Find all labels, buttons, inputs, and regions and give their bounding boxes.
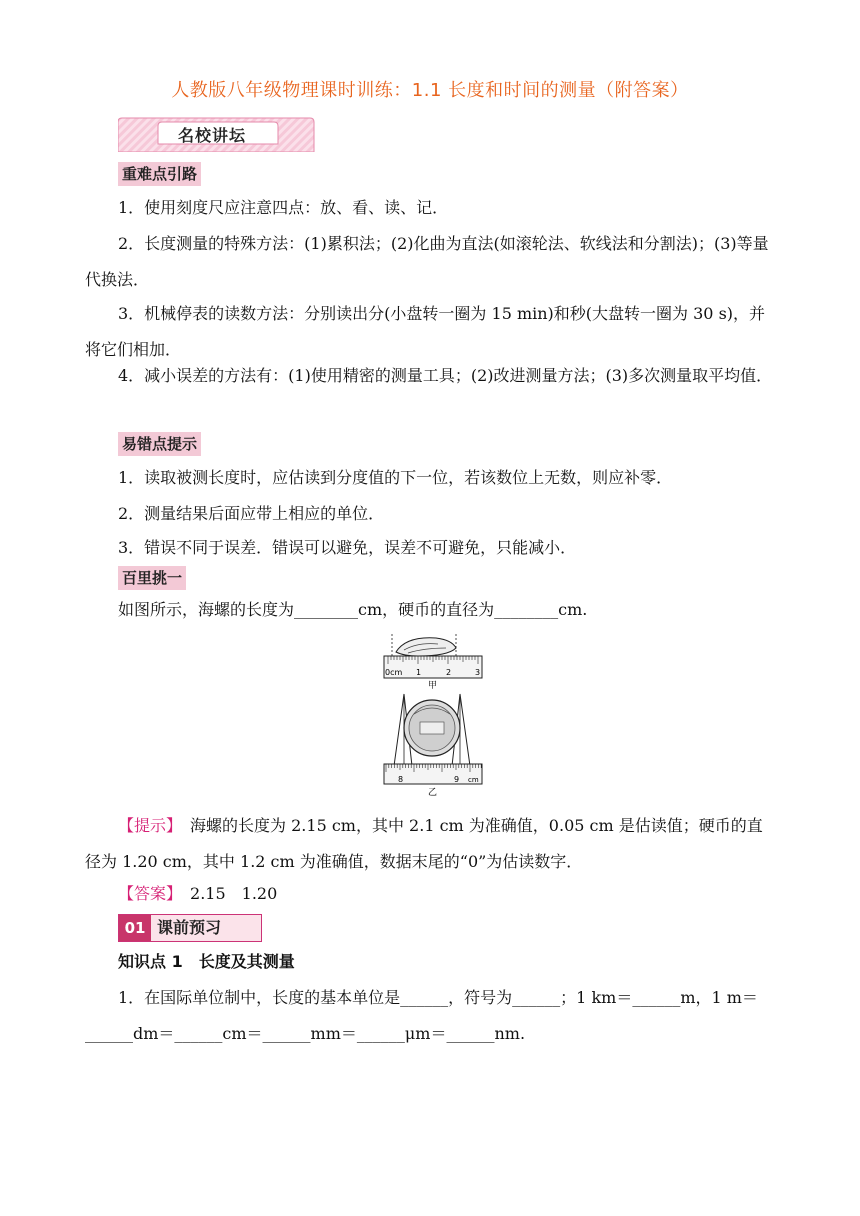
mistake-3: 3．错误不同于误差．错误可以避免，误差不可避免，只能减小． bbox=[118, 538, 577, 557]
ruler-yi bbox=[384, 764, 482, 784]
measurement-figure bbox=[378, 628, 488, 798]
hint-label: 【提示】 bbox=[118, 816, 175, 835]
ruler1-label-3: 3 bbox=[475, 668, 481, 677]
banner-title: 名校讲坛 bbox=[178, 126, 247, 145]
key-point-2: 2．长度测量的特殊方法：(1)累积法；(2)化曲为直法(如滚轮法、软线法和分割法)；(3)等量代换法． bbox=[85, 234, 769, 289]
page-title: 人教版八年级物理课时训练：1.1 长度和时间的测量（附答案） bbox=[171, 80, 689, 101]
ruler-jia bbox=[384, 656, 482, 678]
shell-icon bbox=[396, 638, 456, 656]
preview-question-1: 1．在国际单位制中，长度的基本单位是______，符号为______；1 km＝______m，1 m＝______dm＝______cm＝______mm＝______μm＝______nm. bbox=[85, 988, 758, 1043]
mistake-1: 1．读取被测长度时，应估读到分度值的下一位，若该数位上无数，则应补零． bbox=[118, 468, 673, 487]
ruler1-label-2: 2 bbox=[446, 668, 452, 677]
key-point-3: 3．机械停表的读数方法：分别读出分(小盘转一圈为 15 min)和秒(大盘转一圈为 30 s)，并将它们相加． bbox=[85, 304, 766, 359]
section-banner bbox=[118, 114, 316, 152]
hint-text: 海螺的长度为 2.15 cm，其中 2.1 cm 为准确值，0.05 cm 是估读值；硬币的直径为 1.20 cm，其中 1.2 cm 为准确值，数据末尾的“0”为估读数字． bbox=[85, 816, 763, 871]
caption-yi: 乙 bbox=[428, 788, 438, 798]
coin-icon bbox=[404, 700, 460, 756]
preview-section-header bbox=[118, 914, 262, 942]
key-point-1: 1．使用刻度尺应注意四点：放、看、读、记． bbox=[118, 198, 449, 217]
tag-mistakes: 易错点提示 bbox=[118, 432, 201, 456]
answer-text: 2.15 1.20 bbox=[190, 884, 278, 903]
example-question: 如图所示，海螺的长度为________cm，硬币的直径为________cm. bbox=[118, 600, 588, 619]
tag-example: 百里挑一 bbox=[118, 566, 186, 590]
ruler2-label-2: cm bbox=[468, 776, 479, 784]
key-point-4: 4．减小误差的方法有：(1)使用精密的测量工具；(2)改进测量方法；(3)多次测量取平均值． bbox=[118, 366, 773, 385]
mistake-2: 2．测量结果后面应带上相应的单位． bbox=[118, 504, 385, 523]
answer-label: 【答案】 bbox=[118, 884, 175, 903]
ruler1-label-1: 1 bbox=[416, 668, 422, 677]
caption-jia: 甲 bbox=[428, 681, 438, 691]
preview-number: 01 bbox=[119, 915, 151, 941]
tag-key-points: 重难点引路 bbox=[118, 162, 201, 186]
preview-label: 课前预习 bbox=[157, 918, 222, 937]
knowledge-point-title: 知识点 1 长度及其测量 bbox=[118, 952, 295, 971]
answer-paragraph bbox=[85, 876, 775, 912]
ruler2-label-1: 9 bbox=[454, 775, 460, 784]
hint-paragraph bbox=[85, 808, 775, 880]
ruler2-label-0: 8 bbox=[398, 775, 404, 784]
ruler1-label-0: 0cm bbox=[385, 668, 403, 677]
